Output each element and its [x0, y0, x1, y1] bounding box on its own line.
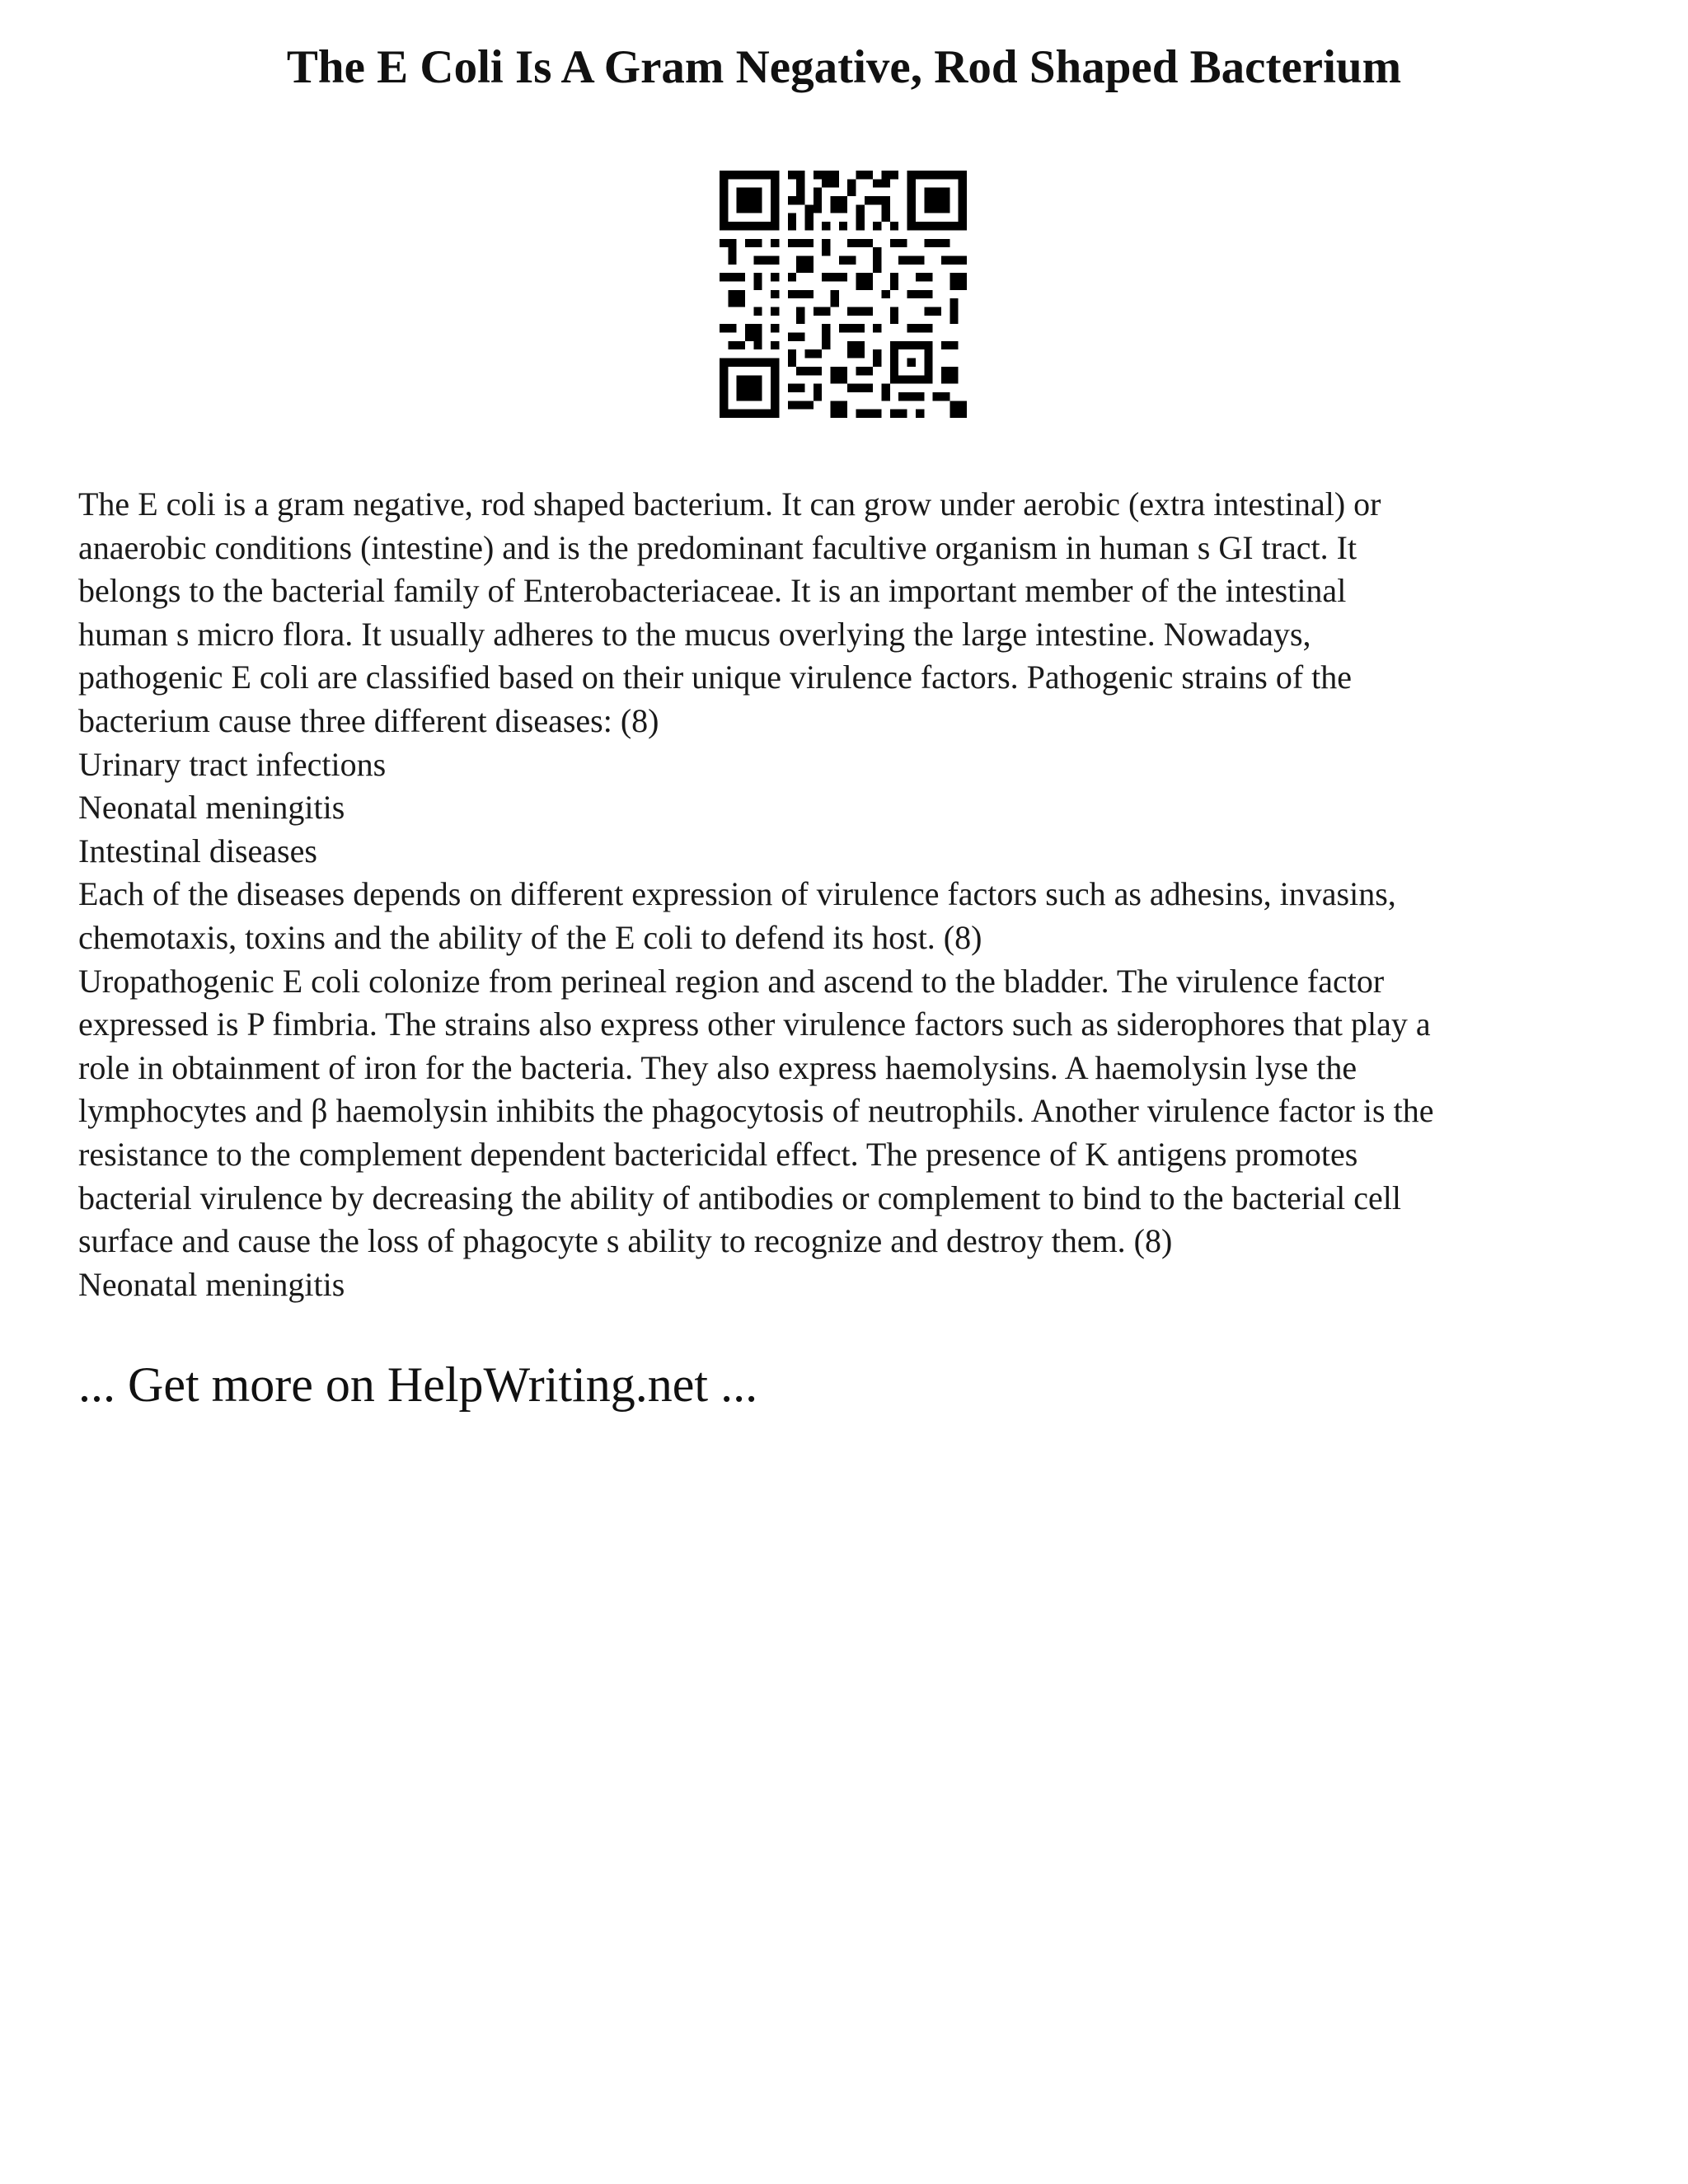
- body-line: bacterial virulence by decreasing the ability of antibodies or complement to bind to the bacterial cell: [78, 1179, 1401, 1216]
- page-title: The E Coli Is A Gram Negative, Rod Shaped Bacterium: [286, 41, 1402, 93]
- qr-code-graphic: [720, 171, 967, 418]
- section-heading: Neonatal meningitis: [78, 1265, 345, 1303]
- body-line: The E coli is a gram negative, rod shaped bacterium. It can grow under aerobic (extra intestinal) or: [78, 485, 1381, 523]
- body-line: Each of the diseases depends on different expression of virulence factors such as adhesins, invasins,: [78, 875, 1396, 913]
- list-item: Intestinal diseases: [78, 832, 317, 869]
- body-line: chemotaxis, toxins and the ability of the E coli to defend its host. (8): [78, 918, 982, 956]
- body-line: surface and cause the loss of phagocyte s ability to recognize and destroy them. (8): [78, 1222, 1173, 1260]
- get-more-link[interactable]: ... Get more on HelpWriting.net ...: [78, 1357, 758, 1412]
- body-line: human s micro flora. It usually adheres to the mucus overlying the large intestine. Nowadays,: [78, 615, 1311, 653]
- list-item: Urinary tract infections: [78, 745, 387, 783]
- body-line: expressed is P fimbria. The strains also express other virulence factors such as siderophores that play a: [78, 1005, 1431, 1043]
- body-line: pathogenic E coli are classified based on their unique virulence factors. Pathogenic strains of the: [78, 658, 1353, 696]
- body-line: resistance to the complement dependent bactericidal effect. The presence of K antigens promotes: [78, 1135, 1358, 1173]
- body-line: anaerobic conditions (intestine) and is the predominant facultive organism in human s GI tract. It: [78, 528, 1357, 566]
- body-line: belongs to the bacterial family of Enterobacteriaceae. It is an important member of the intestinal: [78, 572, 1347, 610]
- list-item: Neonatal meningitis: [78, 789, 345, 827]
- article-body: [78, 483, 1628, 1306]
- body-line: lymphocytes and β haemolysin inhibits the phagocytosis of neutrophils. Another virulence factor is the: [78, 1092, 1434, 1130]
- body-line: role in obtainment of iron for the bacteria. They also express haemolysins. A haemolysin lyse the: [78, 1048, 1357, 1086]
- body-line: bacterium cause three different diseases: (8): [78, 701, 659, 739]
- body-line: Uropathogenic E coli colonize from perineal region and ascend to the bladder. The virulence factor: [78, 962, 1385, 1000]
- qr-code-icon: [720, 171, 967, 418]
